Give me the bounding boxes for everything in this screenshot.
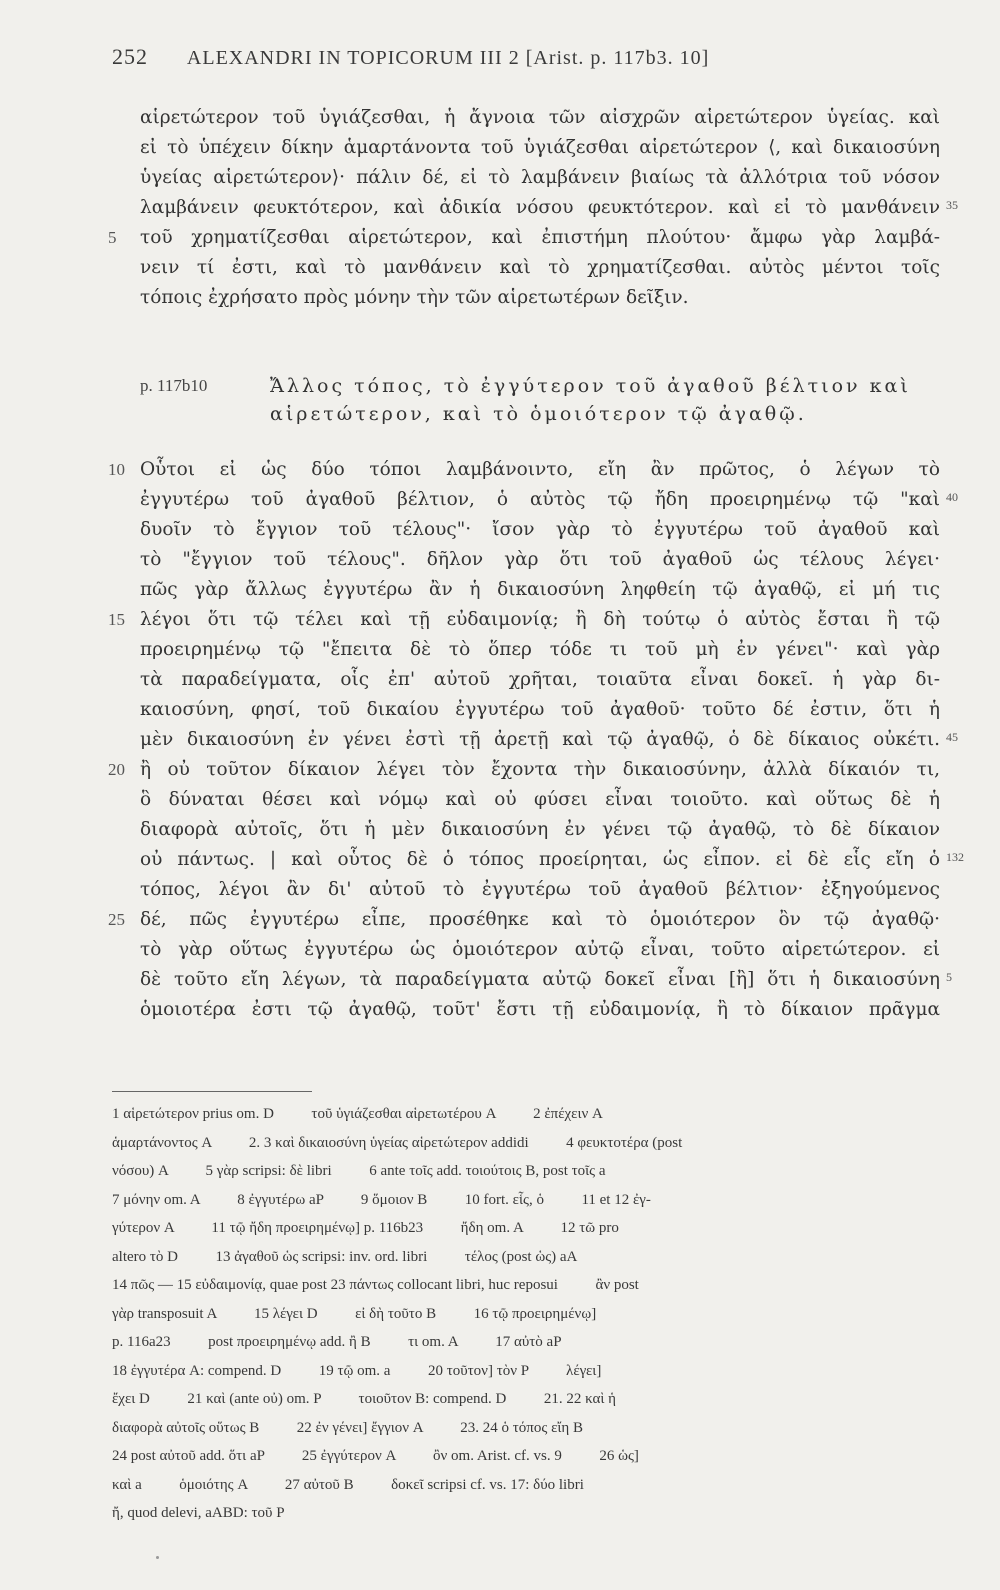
text-line: τόποις ἐχρήσατο πρὸς μόνην τὴν τῶν αἱρετωτέρων δεῖξιν.	[140, 287, 689, 308]
margin-reference: 35	[946, 198, 958, 212]
footnote-line: ἁμαρτάνοντος A 2. 3 καὶ δικαιοσύνη ὑγείας αἱρετώτερον addidi 4 φευκτοτέρα (post	[112, 1134, 683, 1151]
text-line: λαμβάνειν φευκτότερον, καὶ ἀδικία νόσου φευκτότερον. καὶ εἰ τὸ μανθάνειν	[140, 197, 940, 218]
footnote-line: 18 ἐγγυτέρα A: compend. D 19 τῷ om. a 20 τοῦτον] τὸν P λέγει]	[112, 1362, 602, 1379]
text-line: μὲν δικαιοσύνη ἐν γένει ἐστὶ τῇ ἀρετῇ καὶ τῷ ἀγαθῷ, ὁ δὲ δίκαιος οὐκέτι.	[140, 729, 940, 750]
footnote-line: καὶ a ὁμοιότης A 27 αὐτοῦ B δοκεῖ scripsi cf. vs. 17: δύο libri	[112, 1476, 584, 1493]
text-line: ὁμοιοτέρα ἐστι τῷ ἀγαθῷ, τοῦτ' ἔστι τῇ εὐδαιμονίᾳ, ἢ τὸ δίκαιον πρᾶγμα	[140, 999, 940, 1020]
text-line: ἐγγυτέρω τοῦ ἀγαθοῦ βέλτιον, ὁ αὐτὸς τῷ ἤδη προειρημένῳ τῷ "καὶ	[140, 489, 940, 510]
footnote-line: ἔχει D 21 καὶ (ante οὐ) om. P τοιοῦτον B: compend. D 21. 22 καὶ ἡ	[112, 1391, 617, 1407]
section-heading-line-2: αἱρετώτερον, καὶ τὸ ὁμοιότερον τῷ ἀγαθῷ.	[270, 403, 807, 425]
text-line: τὸ γὰρ οὕτως ἐγγυτέρω ὡς ὁμοιότερον αὐτῷ εἶναι, τοῦτο αἱρετώτερον. εἰ	[140, 939, 940, 960]
margin-reference: 5	[946, 970, 952, 984]
margin-reference: 132	[946, 850, 964, 864]
footnote-line: 14 πῶς — 15 εὐδαιμονίᾳ, quae post 23 πάντως collocant libri, huc reposui ἂν post	[112, 1277, 639, 1293]
footnote-line: γὰρ transposuit A 15 λέγει D εἰ δὴ τοῦτο B 16 τῷ προειρημένῳ]	[112, 1305, 597, 1322]
text-line: δυοῖν τὸ ἔγγιον τοῦ τέλους"· ἴσον γὰρ τὸ ἐγγυτέρω τοῦ ἀγαθοῦ καὶ	[140, 519, 940, 540]
line-number: 10	[108, 460, 125, 479]
text-line: τόπος, λέγοι ἂν δι' αὐτοῦ τὸ ἐγγυτέρω τοῦ ἀγαθοῦ βέλτιον· ἐξηγούμενος	[140, 879, 940, 900]
margin-reference: 45	[946, 730, 958, 744]
line-number: 5	[108, 228, 117, 247]
line-number: 15	[108, 610, 125, 629]
text-line: νειν τί ἐστι, καὶ τὸ μανθάνειν καὶ τὸ χρηματίζεσθαι. αὐτὸς μέντοι τοῖς	[140, 257, 940, 278]
text-line: δὲ τοῦτο εἴη λέγων, τὰ παραδείγματα αὐτῷ δοκεῖ εἶναι [ἢ] ὅτι ἡ δικαιοσύνη	[140, 969, 940, 990]
page-speck	[156, 1556, 159, 1559]
text-line: εἰ τὸ ὑπέχειν δίκην ἁμαρτάνοντα τοῦ ὑγιάζεσθαι αἱρετώτερον ⟨, καὶ δικαιοσύνη	[140, 137, 940, 158]
footnote-line: 7 μόνην om. A 8 ἐγγυτέρω aP 9 ὅμοιον B 10 fort. εἷς, ὁ 11 et 12 ἐγ-	[112, 1191, 651, 1208]
line-number: 20	[108, 760, 125, 779]
text-line: πῶς γὰρ ἄλλως ἐγγυτέρω ἂν ἡ δικαιοσύνη ληφθείη τῷ ἀγαθῷ, εἰ μή τις	[140, 579, 940, 600]
footnote-line: γύτερον A 11 τῷ ἤδη προειρημένῳ] p. 116b23 ἤδη om. A 12 τῶ pro	[112, 1220, 619, 1236]
text-line: τὸ "ἔγγιον τοῦ τέλους". δῆλον γὰρ ὅτι τοῦ ἀγαθοῦ ὡς τέλους λέγει·	[140, 549, 940, 570]
text-line: αἱρετώτερον τοῦ ὑγιάζεσθαι, ἡ ἄγνοια τῶν αἰσχρῶν αἱρετώτερον ὑγείας. καὶ	[140, 107, 940, 128]
text-line: διαφορὰ αὐτοῖς, ὅτι ἡ μὲν δικαιοσύνη ἐν γένει τῷ ἀγαθῷ, τὸ δὲ δίκαιον	[140, 819, 940, 840]
text-line: ὑγείας αἱρετώτερον⟩· πάλιν δέ, εἰ τὸ λαμβάνειν βιαίως τὰ ἀλλότρια τοῦ νόσον	[140, 167, 940, 188]
text-line: Οὗτοι εἰ ὡς δύο τόποι λαμβάνοιντο, εἴη ἂν πρῶτος, ὁ λέγων τὸ	[140, 459, 940, 480]
text-line: προειρημένῳ τῷ "ἔπειτα δὲ τὸ ὅπερ τόδε τι τοῦ μὴ ἐν γένει"· καὶ γὰρ	[140, 639, 940, 660]
text-line: οὐ πάντως. | καὶ οὗτος δὲ ὁ τόπος προείρηται, ὡς εἶπον. εἰ δὲ εἷς εἴη ὁ	[140, 849, 940, 870]
footnote-line: νόσου) A 5 γὰρ scripsi: δὲ libri 6 ante τοῖς add. τοιούτοις B, post τοῖς a	[112, 1163, 606, 1179]
text-line: τοῦ χρηματίζεσθαι αἱρετώτερον, καὶ ἐπιστήμη πλούτου· ἄμφω γὰρ λαμβά-	[140, 227, 940, 248]
text-line: λέγοι ὅτι τῷ τέλει καὶ τῇ εὐδαιμονίᾳ; ἢ δὴ τούτῳ ὁ αὐτὸς ἔσται ἢ τῷ	[140, 609, 940, 630]
text-line: ὃ δύναται θέσει καὶ νόμῳ καὶ οὐ φύσει εἶναι τοιοῦτο. καὶ οὕτως δὲ ἡ	[140, 789, 940, 810]
footnote-line: altero τὸ D 13 ἀγαθοῦ ὡς scripsi: inv. ord. libri τέλος (post ὡς) aA	[112, 1248, 578, 1265]
section-heading-line-1: Ἄλλος τόπος, τὸ ἐγγύτερον τοῦ ἀγαθοῦ βέλτιον καὶ	[270, 375, 911, 397]
footnote-line: 1 αἱρετώτερον prius om. D τοῦ ὑγιάζεσθαι αἱρετωτέρου A 2 ἐπέχειν A	[112, 1106, 603, 1122]
footnote-rule	[112, 1091, 312, 1092]
page-number: 252	[112, 44, 148, 69]
text-line: καιοσύνη, φησί, τοῦ δικαίου ἐγγυτέρω τοῦ ἀγαθοῦ· τοῦτο δέ ἐστιν, ὅτι ἡ	[140, 699, 940, 720]
margin-reference: 40	[946, 490, 958, 504]
footnote-line: 24 post αὐτοῦ add. ὅτι aP 25 ἐγγύτερον A ὂν om. Arist. cf. vs. 9 26 ὡς]	[112, 1448, 639, 1464]
line-number: 25	[108, 910, 125, 929]
running-header	[112, 44, 942, 70]
footnote-line: p. 116a23 post προειρημένῳ add. ἢ B τι om. A 17 αὐτὸ aP	[112, 1334, 562, 1350]
text-line: ἢ οὐ τοῦτον δίκαιον λέγει τὸν ἔχοντα τὴν δικαιοσύνην, ἀλλὰ δίκαιόν τι,	[140, 759, 940, 780]
running-title: ALEXANDRI IN TOPICORUM III 2 [Arist. p. 117b3. 10]	[186, 47, 710, 69]
text-line: τὰ παραδείγματα, οἷς ἐπ' αὐτοῦ χρῆται, τοιαῦτα εἶναι δοκεῖ. ἡ γὰρ δι-	[140, 669, 940, 690]
footnote-line: διαφορὰ αὐτοῖς οὕτως B 22 ἐν γένει] ἔγγιον A 23. 24 ὁ τόπος εἴη B	[112, 1419, 583, 1436]
section-reference: p. 117b10	[140, 376, 208, 395]
text-line: δέ, πῶς ἐγγυτέρω εἶπε, προσέθηκε καὶ τὸ ὁμοιότερον ὂν τῷ ἀγαθῷ·	[140, 909, 940, 930]
footnote-line: ἤ, quod delevi, aABD: τοῦ P	[112, 1505, 285, 1521]
